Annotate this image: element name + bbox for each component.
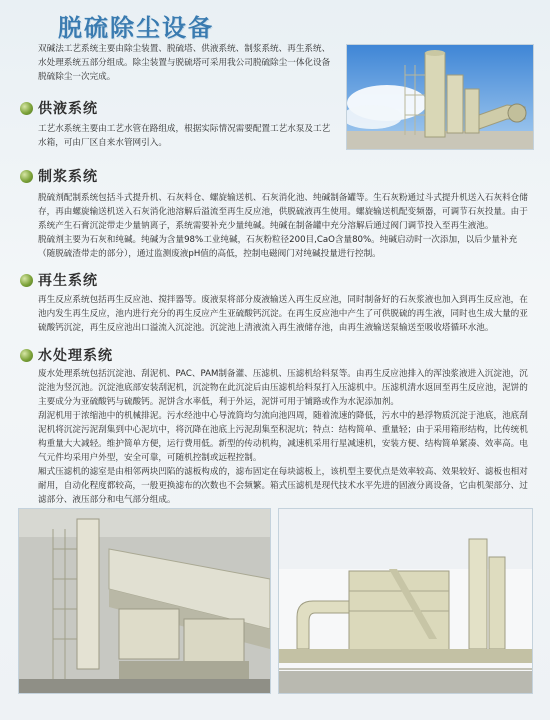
paragraph: 脱硫剂配制系统包括斗式提升机、石灰料仓、螺旋输送机、石灰消化池、纯碱制备罐等。生石灰粉通过斗式提升机送入石灰料仓储存，再由螺旋输送机送入石灰消化池溶解后溢流至再生反应池，供脱硫液再生使用。螺旋输送机配变频器，可调节石灰投量。由于系统产生石膏沉淀带走少量钠离子，系统需要补充少量纯碱。纯碱在制备罐中充分溶解后通过阀门调节投入至再生液池。 — [38, 193, 528, 231]
section-bullet-icon — [20, 274, 33, 287]
section-title: 水处理系统 — [38, 348, 113, 364]
section-body-regeneration — [38, 293, 532, 335]
page-title: 脱硫除尘设备 — [58, 14, 214, 42]
plant-rooftop-photo — [18, 508, 271, 694]
paragraph: 刮泥机用于浓缩池中的机械排泥。污水经池中心导流筒均匀流向池四周，随着流速的降低，污水中的悬浮物质沉淀于池底，池底刮泥机将沉淀污泥刮集到中心泥坑中，将沉降在池底上污泥刮集至积泥坑；特点：结构简单、重量轻；由于采用箱形结构，比传统机构重量大大减轻。维护简单方便，运行费用低。新型的传动机构，减速机采用行星减速机，安装方便、结构简单紧凑、效率高。电气元件均采用户外型，安全可靠，可随机控制或远程控制。 — [38, 411, 528, 463]
section-body-liquid-supply — [38, 122, 338, 150]
section-bullet-icon — [20, 349, 33, 362]
section-body-slurry — [38, 191, 532, 261]
section-bullet-icon — [20, 102, 33, 115]
paragraph: 工艺水系统主要由工艺水管在路组成，根据实际情况需要配置工艺水泵及工艺水箱，可由厂区自来水管网引入。 — [38, 124, 331, 148]
desulfurization-tower-photo — [346, 44, 534, 150]
section-heading-regeneration — [20, 270, 98, 290]
paragraph: 废水处理系统包括沉淀池、刮泥机、PAC、PAM制备灌、压滤机、压滤机给料泵等。由再生反应池排入的浑浊浆液进入沉淀池，沉淀池为竖沉池。沉淀池底部安装刮泥机，沉淀物在此沉淀后由压滤机给料泵打入压滤机中。压滤机清水返回至再生反应池，泥饼的主要成分为亚硫酸钙与硫酸钙。泥饼含水率低，利于外运，泥饼可用于铺路或作为水泥添加剂。 — [38, 369, 528, 407]
paragraph: 再生反应系统包括再生反应池、搅拌器等。废液泵将部分废液输送入再生反应池，同时制备好的石灰浆液也加入到再生反应池，在池内发生再生反应，池内进行充分的再生反应产生亚硫酸钙沉淀。在再生反应池中产生了可供脱硫的再生液，同时也生成大量的亚硫酸钙沉淀，再生反应池出口溢流入沉淀池。沉淀池上清液流入再生液储存池，由再生液输送泵输送至吸收塔循环水池。 — [38, 295, 528, 333]
intro-paragraph: 双碱法工艺系统主要由除尘装置、脱硫塔、供液系统、制浆系统、再生系统、水处理系统五部分组成。除尘装置与脱硫塔可采用我公司脱硫除尘一体化设备脱硫除尘一次完成。 — [38, 44, 331, 82]
section-heading-water-treatment — [20, 345, 113, 365]
section-title: 制浆系统 — [38, 169, 98, 185]
section-heading-slurry — [20, 166, 98, 186]
section-body-water-treatment — [38, 367, 532, 507]
section-heading-liquid-supply — [20, 98, 98, 118]
dust-removal-equipment-photo — [278, 508, 533, 694]
paragraph: 脱硫剂主要为石灰和纯碱。纯碱为含量98%工业纯碱，石灰粉粒径200目,CaO含量80%。纯碱启动时一次添加，以后少量补充（随脱硫渣带走的部分），通过监测废液pH值的高低，控制电磁阀门对纯碱投量进行控制。 — [38, 235, 518, 259]
section-title: 再生系统 — [38, 273, 98, 289]
paragraph: 厢式压滤机的滤室是由相邻两块凹陷的滤板构成的，滤布固定在每块滤板上，该机型主要优点是效率较高、效果较好、滤板也相对耐用，自动化程度都较高，一般更换滤布的次数也不会频繁。箱式压滤机是现代技术水平先进的固液分离设备，它由机架部分、过滤部分、液压部分和电气部分组成。 — [38, 467, 528, 505]
section-bullet-icon — [20, 170, 33, 183]
section-title: 供液系统 — [38, 101, 98, 117]
